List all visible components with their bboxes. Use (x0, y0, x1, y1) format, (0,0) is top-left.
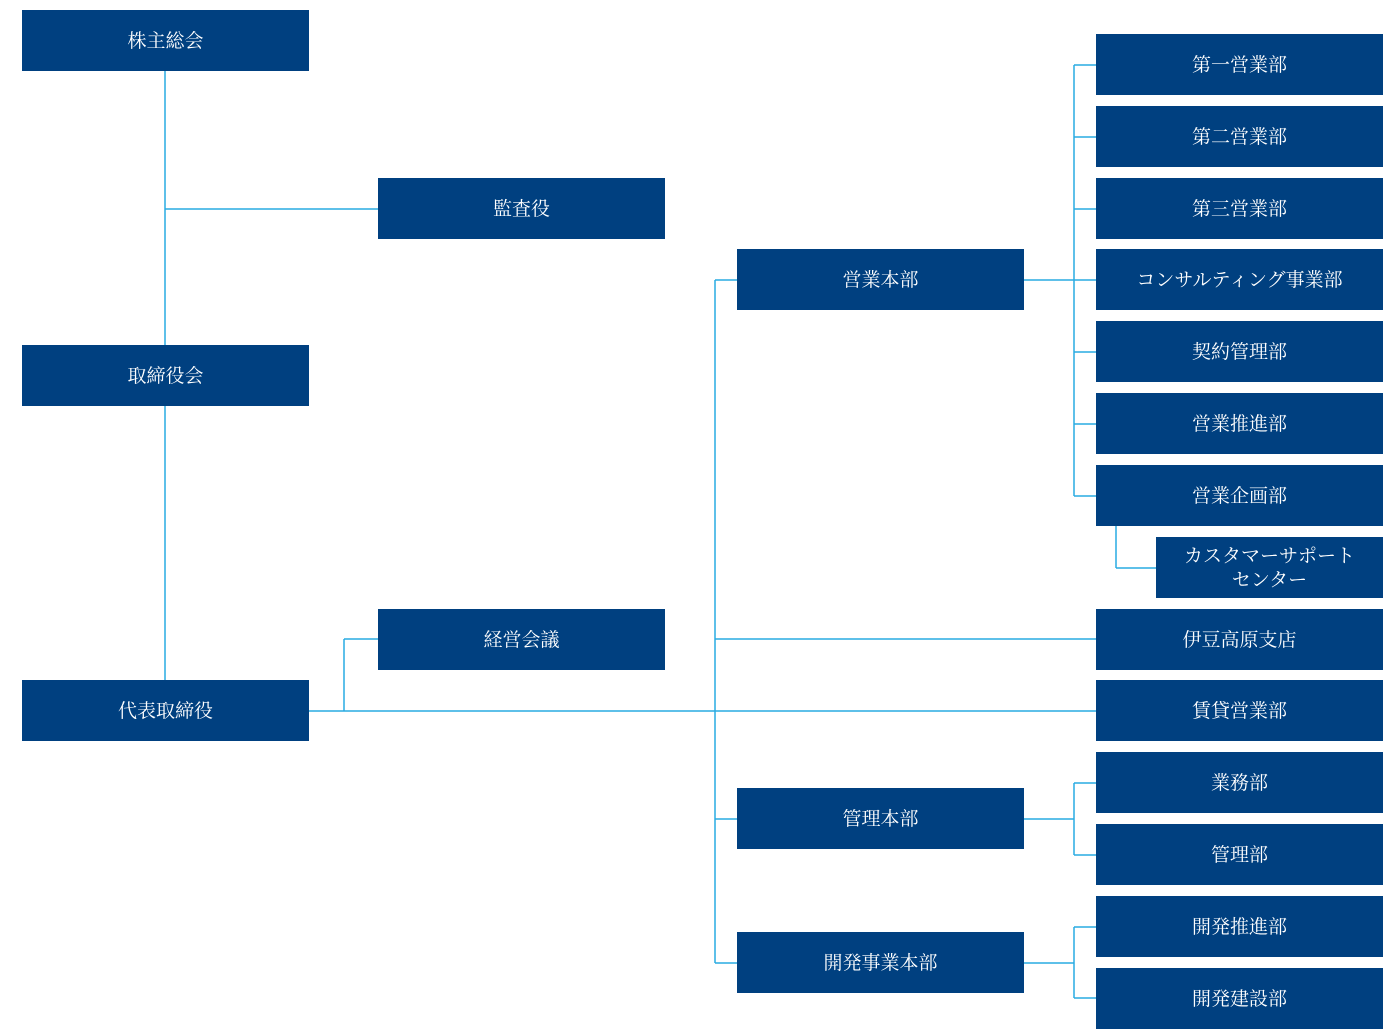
box-label: 営業企画部 (1191, 484, 1287, 507)
box-label-line1: カスタマーサポート (1183, 544, 1355, 567)
box-label: 営業推進部 (1191, 412, 1287, 435)
box-label: 経営会議 (483, 628, 560, 651)
box-label: 業務部 (1210, 771, 1268, 794)
box-label: 株主総会 (127, 29, 204, 52)
box-sales-planning-dept (1096, 465, 1383, 526)
box-label: 第一営業部 (1191, 53, 1287, 76)
box-admin-headquarters (737, 788, 1024, 849)
box-label: 取締役会 (127, 364, 204, 387)
box-sales-dept-1 (1096, 34, 1383, 95)
box-shareholders-meeting (22, 10, 309, 71)
box-sales-dept-3 (1096, 178, 1383, 239)
box-auditor (378, 178, 665, 239)
box-label-line2: センター (1231, 568, 1308, 591)
box-development-headquarters (737, 932, 1024, 993)
box-sales-dept-2 (1096, 106, 1383, 167)
box-label: 管理本部 (842, 807, 919, 830)
box-sales-promotion-dept (1096, 393, 1383, 454)
box-label: コンサルティング事業部 (1136, 268, 1343, 291)
box-label: 代表取締役 (117, 699, 213, 722)
box-management-meeting (378, 609, 665, 670)
box-izu-kogen-branch (1096, 609, 1383, 670)
box-operations-dept (1096, 752, 1383, 813)
box-label: 監査役 (492, 197, 550, 220)
box-label: 開発事業本部 (823, 951, 938, 974)
box-label: 契約管理部 (1191, 340, 1287, 363)
box-label: 第三営業部 (1191, 197, 1287, 220)
box-customer-support-center (1156, 537, 1383, 598)
box-label: 営業本部 (842, 268, 919, 291)
box-board-of-directors (22, 345, 309, 406)
box-development-construction-dept (1096, 968, 1383, 1029)
box-development-promotion-dept (1096, 896, 1383, 957)
box-representative-director (22, 680, 309, 741)
box-label: 管理部 (1210, 843, 1268, 866)
box-contract-management-dept (1096, 321, 1383, 382)
box-label: 賃貸営業部 (1191, 699, 1287, 722)
box-label: 開発推進部 (1191, 915, 1287, 938)
box-label: 開発建設部 (1191, 987, 1287, 1010)
box-rental-sales-dept (1096, 680, 1383, 741)
box-sales-headquarters (737, 249, 1024, 310)
box-admin-dept (1096, 824, 1383, 885)
box-consulting-dept (1096, 249, 1383, 310)
box-label: 第二営業部 (1191, 125, 1287, 148)
box-label: 伊豆高原支店 (1182, 628, 1297, 651)
